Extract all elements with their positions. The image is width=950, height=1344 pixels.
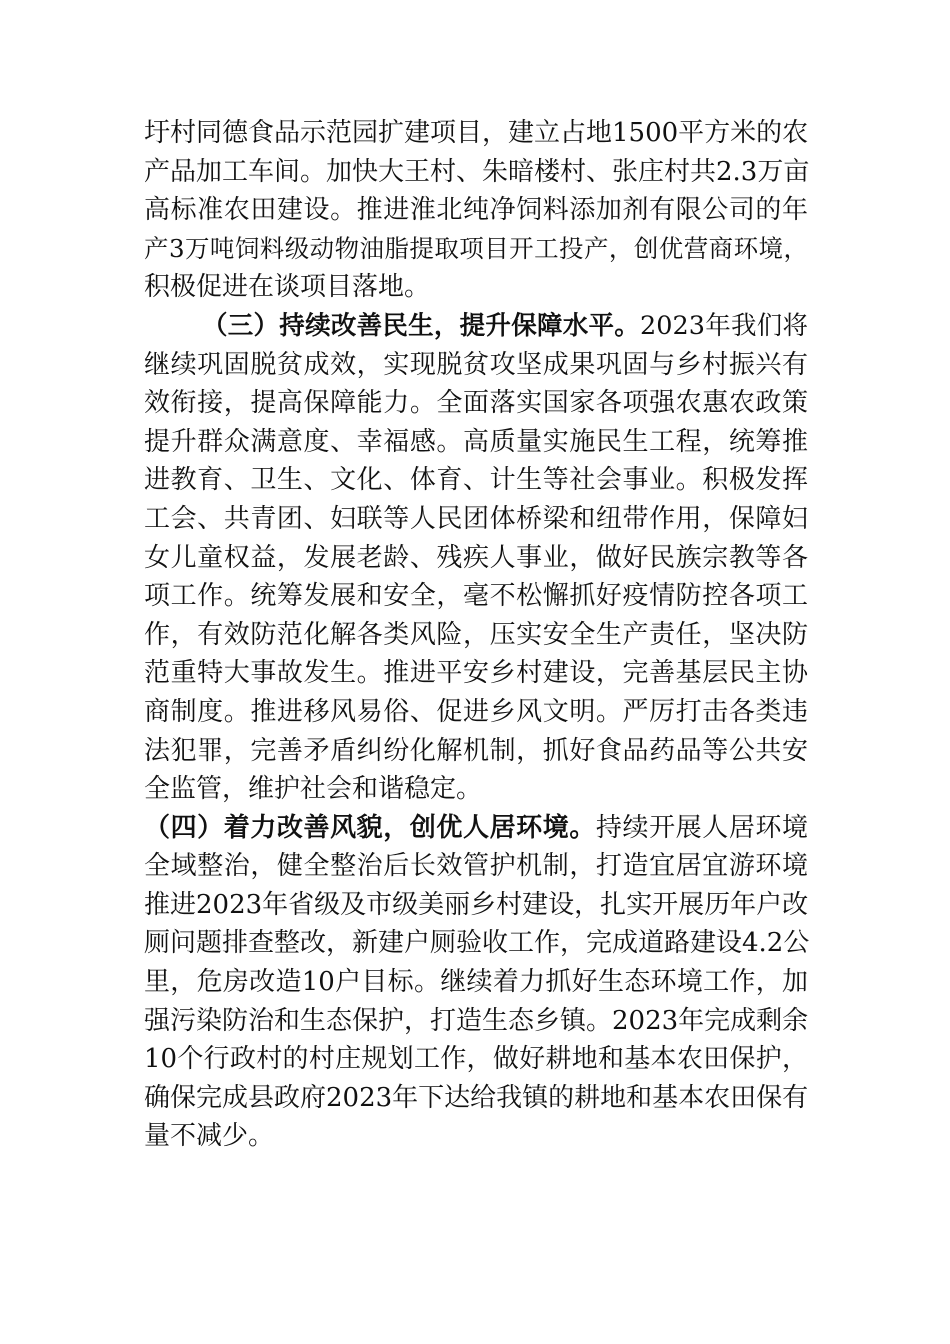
text-line: 圩村同德食品示范园扩建项目，建立占地1500平方米的农 <box>144 118 809 148</box>
text-line: 全域整治，健全整治后长效管护机制，打造宜居宜游环境 <box>144 851 808 882</box>
text-line: 全监管，维护社会和谐稳定。 <box>144 774 483 805</box>
text-line: 厕问题排查整改，新建户厕验收工作，完成道路建设4.2公 <box>144 928 810 959</box>
text-run: 持续开展人居环境 <box>595 812 808 843</box>
text-line: 商制度。推进移风易俗、促进乡风文明。严厉打击各类违 <box>144 696 808 727</box>
section-heading: （三）持续改善民生，提升保障水平。 <box>202 310 641 341</box>
document-body <box>144 114 808 1156</box>
text-line: 作，有效防范化解各类风险，压实安全生产责任，坚决防 <box>144 619 808 650</box>
text-line: 高标准农田建设。推进淮北纯净饲料添加剂有限公司的年 <box>144 195 808 226</box>
paragraph <box>144 114 808 307</box>
paragraph <box>144 809 808 1156</box>
text-line: 工会、共青团、妇联等人民团体桥梁和纽带作用，保障妇 <box>144 503 808 534</box>
text-line: 里，危房改造10户目标。继续着力抓好生态环境工作，加 <box>144 967 808 998</box>
text-line: 项工作。统筹发展和安全，毫不松懈抓好疫情防控各项工 <box>144 581 808 612</box>
text-line <box>144 307 808 346</box>
text-line: 继续巩固脱贫成效，实现脱贫攻坚成果巩固与乡村振兴有 <box>144 349 808 380</box>
text-line: 推进2023年省级及市级美丽乡村建设，扎实开展历年户改 <box>144 889 809 920</box>
paragraph <box>144 307 808 809</box>
text-line: 确保完成县政府2023年下达给我镇的耕地和基本农田保有 <box>144 1082 809 1113</box>
text-run: 2023年我们将 <box>640 310 808 341</box>
text-line <box>144 809 808 848</box>
text-line: 产品加工车间。加快大王村、朱暗楼村、张庄村共2.3万亩 <box>144 156 810 187</box>
text-line: 量不减少。 <box>144 1121 275 1152</box>
text-line: 进教育、卫生、文化、体育、计生等社会事业。积极发挥 <box>144 465 808 496</box>
text-line: 法犯罪，完善矛盾纠纷化解机制，抓好食品药品等公共安 <box>144 735 808 766</box>
text-line: 强污染防治和生态保护，打造生态乡镇。2023年完成剩余 <box>144 1005 809 1036</box>
text-line: 范重特大事故发生。推进平安乡村建设，完善基层民主协 <box>144 658 808 689</box>
text-line: 积极促进在谈项目落地。 <box>144 272 431 303</box>
text-line: 女儿童权益，发展老龄、残疾人事业，做好民族宗教等各 <box>144 542 808 573</box>
text-line: 提升群众满意度、幸福感。高质量实施民生工程，统筹推 <box>144 426 808 457</box>
text-line: 10个行政村的村庄规划工作，做好耕地和基本农田保护， <box>144 1044 808 1075</box>
text-line: 效衔接，提高保障能力。全面落实国家各项强农惠农政策 <box>144 388 808 419</box>
text-line: 产3万吨饲料级动物油脂提取项目开工投产，创优营商环境， <box>144 233 808 263</box>
section-heading: （四）着力改善风貌，创优人居环境。 <box>144 812 596 843</box>
